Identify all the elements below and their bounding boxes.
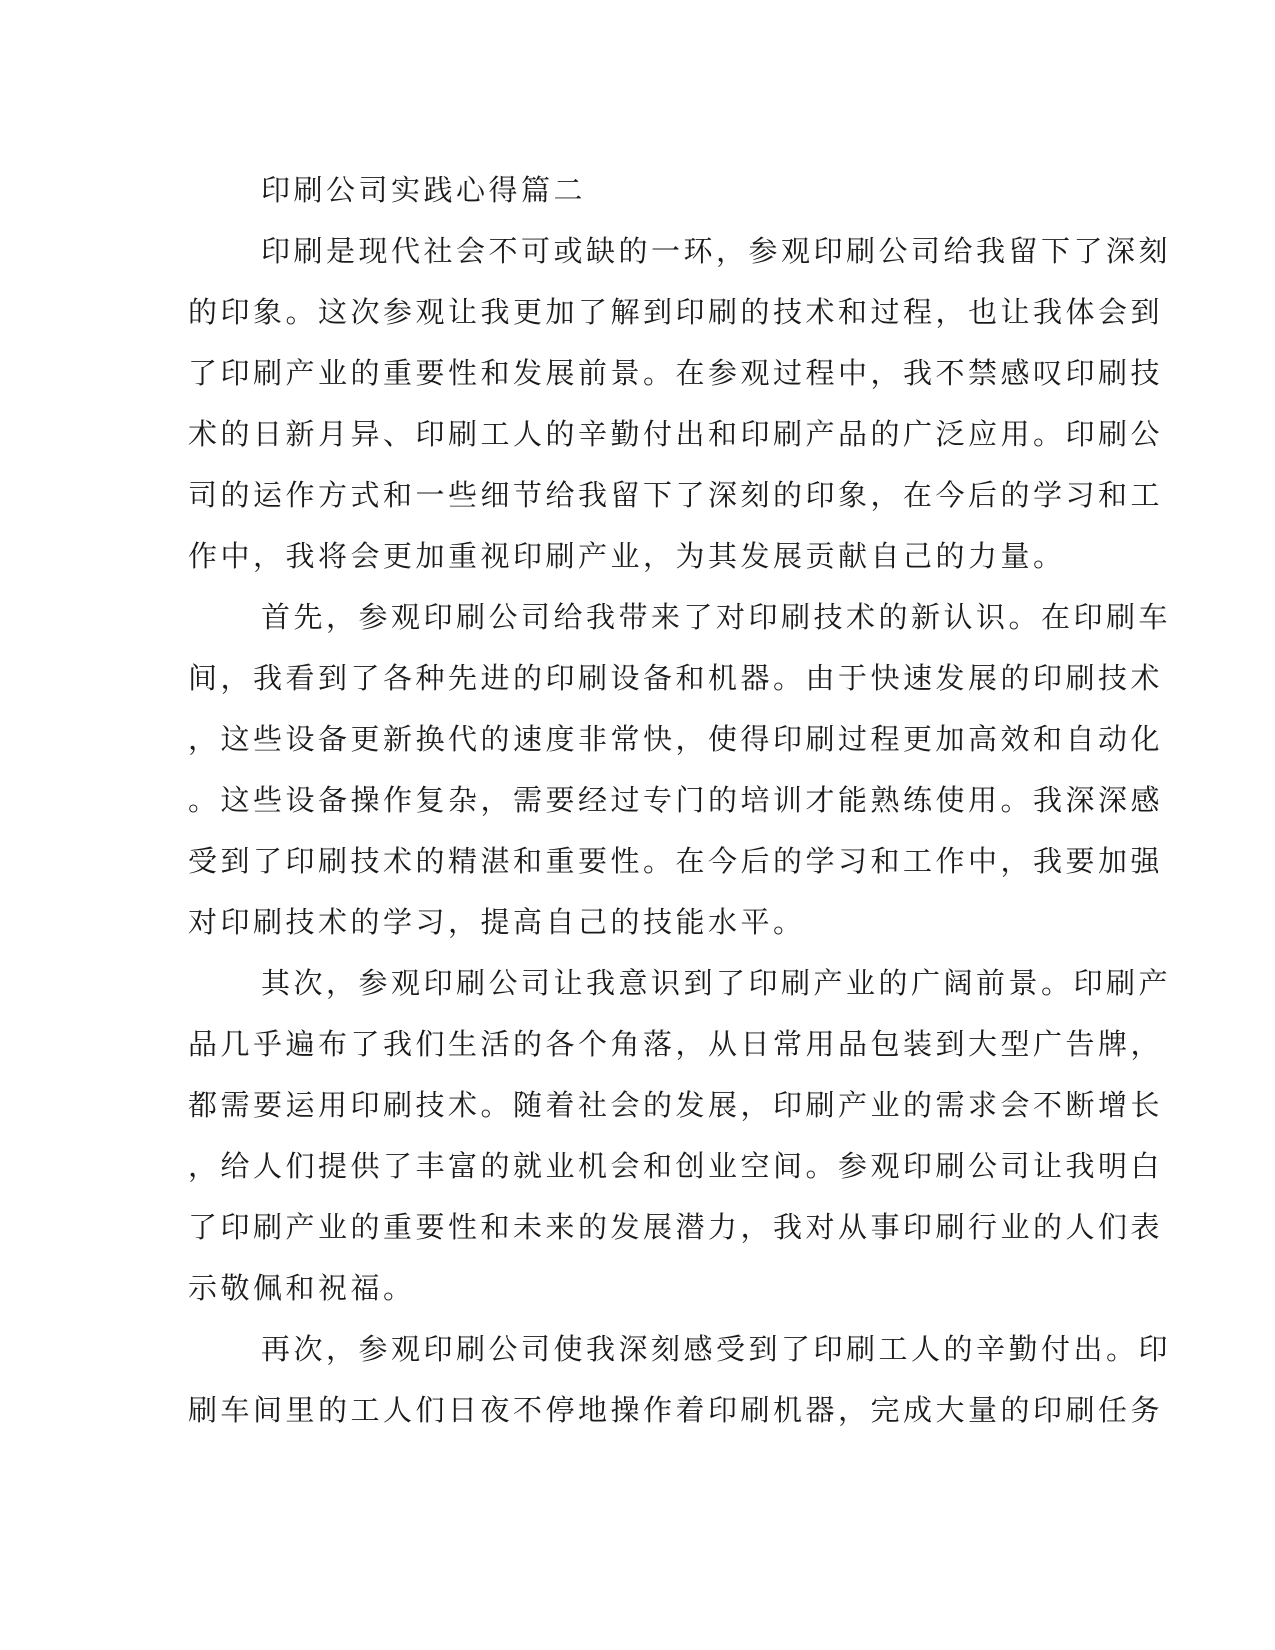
paragraph-3-line: 品几乎遍布了我们生活的各个角落，从日常用品包装到大型广告牌， [188, 1027, 1164, 1061]
paragraph-3-line: 了印刷产业的重要性和未来的发展潜力，我对从事印刷行业的人们表 [188, 1210, 1164, 1244]
document-title: 印刷公司实践心得篇二 [261, 173, 587, 207]
paragraph-1-line: 作中，我将会更加重视印刷产业，为其发展贡献自己的力量。 [188, 539, 1066, 573]
paragraph-2-line: 。这些设备操作复杂，需要经过专门的培训才能熟练使用。我深深感 [188, 783, 1164, 817]
paragraph-2-line: ，这些设备更新换代的速度非常快，使得印刷过程更加高效和自动化 [188, 722, 1164, 756]
paragraph-2-line: 对印刷技术的学习，提高自己的技能水平。 [188, 905, 806, 939]
paragraph-3-line: 示敬佩和祝福。 [188, 1271, 416, 1305]
paragraph-4-line: 刷车间里的工人们日夜不停地操作着印刷机器，完成大量的印刷任务 [188, 1393, 1164, 1427]
paragraph-1-line: 术的日新月异、印刷工人的辛勤付出和印刷产品的广泛应用。印刷公 [188, 417, 1164, 451]
paragraph-1-line: 司的运作方式和一些细节给我留下了深刻的印象，在今后的学习和工 [188, 478, 1164, 512]
document-body [188, 160, 1172, 1441]
paragraph-2-line: 受到了印刷技术的精湛和重要性。在今后的学习和工作中，我要加强 [188, 844, 1164, 878]
paragraph-1-line: 的印象。这次参观让我更加了解到印刷的技术和过程，也让我体会到 [188, 295, 1164, 329]
paragraph-2-line: 首先，参观印刷公司给我带来了对印刷技术的新认识。在印刷车 [261, 600, 1172, 634]
paragraph-4-line: 再次，参观印刷公司使我深刻感受到了印刷工人的辛勤付出。印 [261, 1332, 1172, 1366]
paragraph-1-line: 印刷是现代社会不可或缺的一环，参观印刷公司给我留下了深刻 [261, 234, 1172, 268]
paragraph-2-line: 间，我看到了各种先进的印刷设备和机器。由于快速发展的印刷技术 [188, 661, 1164, 695]
paragraph-3-line: ，给人们提供了丰富的就业机会和创业空间。参观印刷公司让我明白 [188, 1149, 1164, 1183]
paragraph-3-line: 都需要运用印刷技术。随着社会的发展，印刷产业的需求会不断增长 [188, 1088, 1164, 1122]
paragraph-1-line: 了印刷产业的重要性和发展前景。在参观过程中，我不禁感叹印刷技 [188, 356, 1164, 390]
paragraph-3-line: 其次，参观印刷公司让我意识到了印刷产业的广阔前景。印刷产 [261, 966, 1172, 1000]
